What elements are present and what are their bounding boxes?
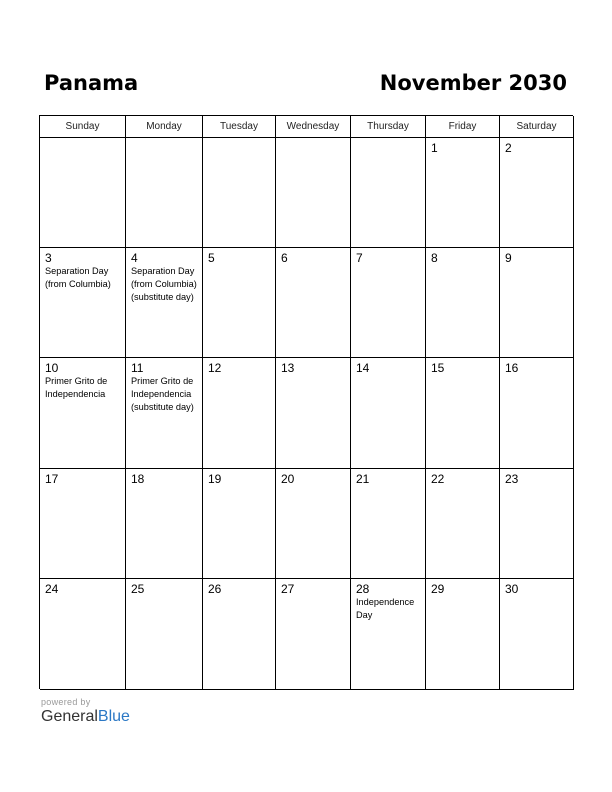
day-cell [351,358,426,469]
day-cell [40,579,126,690]
day-number: 10 [45,361,59,375]
day-number: 9 [505,251,512,265]
day-cell [276,579,351,690]
day-cell [276,358,351,469]
day-cell [500,469,574,579]
day-number: 12 [208,361,222,375]
day-number: 28 [356,582,370,596]
generalblue-logo[interactable] [41,708,130,726]
day-number: 17 [45,472,59,486]
day-cell [203,358,276,469]
day-number: 24 [45,582,59,596]
day-cell [126,248,203,358]
day-number: 14 [356,361,370,375]
day-number: 26 [208,582,222,596]
day-number: 15 [431,361,445,375]
day-number: 4 [131,251,138,265]
day-cell [426,579,500,690]
day-cell [40,358,126,469]
day-number: 22 [431,472,445,486]
day-cell [40,248,126,358]
day-cell [426,248,500,358]
day-number: 7 [356,251,363,265]
weekday-wednesday: Wednesday [276,116,351,138]
day-cell [276,248,351,358]
brand-general: General [41,708,98,725]
day-cell [426,358,500,469]
footer [41,697,130,726]
day-number: 13 [281,361,295,375]
day-number: 25 [131,582,145,596]
day-cell [276,138,351,248]
holiday-label: Separation Day (from Columbia) (substitute day) [131,266,197,302]
calendar-grid [39,115,573,689]
day-cell [276,469,351,579]
holiday-label: Primer Grito de Independencia [45,376,108,399]
day-cell [203,138,276,248]
day-cell [500,358,574,469]
weekday-tuesday: Tuesday [203,116,276,138]
day-cell [40,469,126,579]
month-title: November 2030 [379,71,567,95]
day-cell [351,469,426,579]
day-number: 29 [431,582,445,596]
day-number: 11 [131,361,144,375]
day-cell [126,579,203,690]
day-cell [426,138,500,248]
holiday-label: Separation Day (from Columbia) [45,266,111,289]
day-cell [426,469,500,579]
brand-blue: Blue [97,708,130,725]
day-cell [126,469,203,579]
day-cell [203,579,276,690]
day-number: 16 [505,361,519,375]
day-number: 30 [505,582,519,596]
day-number: 20 [281,472,295,486]
day-cell [500,579,574,690]
weekday-thursday: Thursday [351,116,426,138]
day-number: 18 [131,472,145,486]
country-title: Panama [44,71,139,95]
day-cell [351,579,426,690]
day-cell [126,358,203,469]
day-number: 21 [356,472,370,486]
day-number: 19 [208,472,222,486]
day-number: 5 [208,251,215,265]
day-number: 6 [281,251,288,265]
day-number: 2 [505,141,512,155]
day-cell [203,248,276,358]
weekday-friday: Friday [426,116,500,138]
weekday-saturday: Saturday [500,116,574,138]
day-number: 1 [431,141,438,155]
day-cell [126,138,203,248]
day-cell [40,138,126,248]
powered-by-text: powered by [41,697,91,707]
holiday-label: Primer Grito de Independencia (substitute day) [131,376,194,412]
holiday-label: Independence Day [356,597,415,620]
day-number: 8 [431,251,438,265]
day-cell [351,248,426,358]
day-cell [203,469,276,579]
weekday-monday: Monday [126,116,203,138]
day-number: 23 [505,472,519,486]
day-cell [500,248,574,358]
day-cell [351,138,426,248]
day-cell [500,138,574,248]
weekday-sunday: Sunday [40,116,126,138]
day-number: 3 [45,251,52,265]
day-number: 27 [281,582,295,596]
